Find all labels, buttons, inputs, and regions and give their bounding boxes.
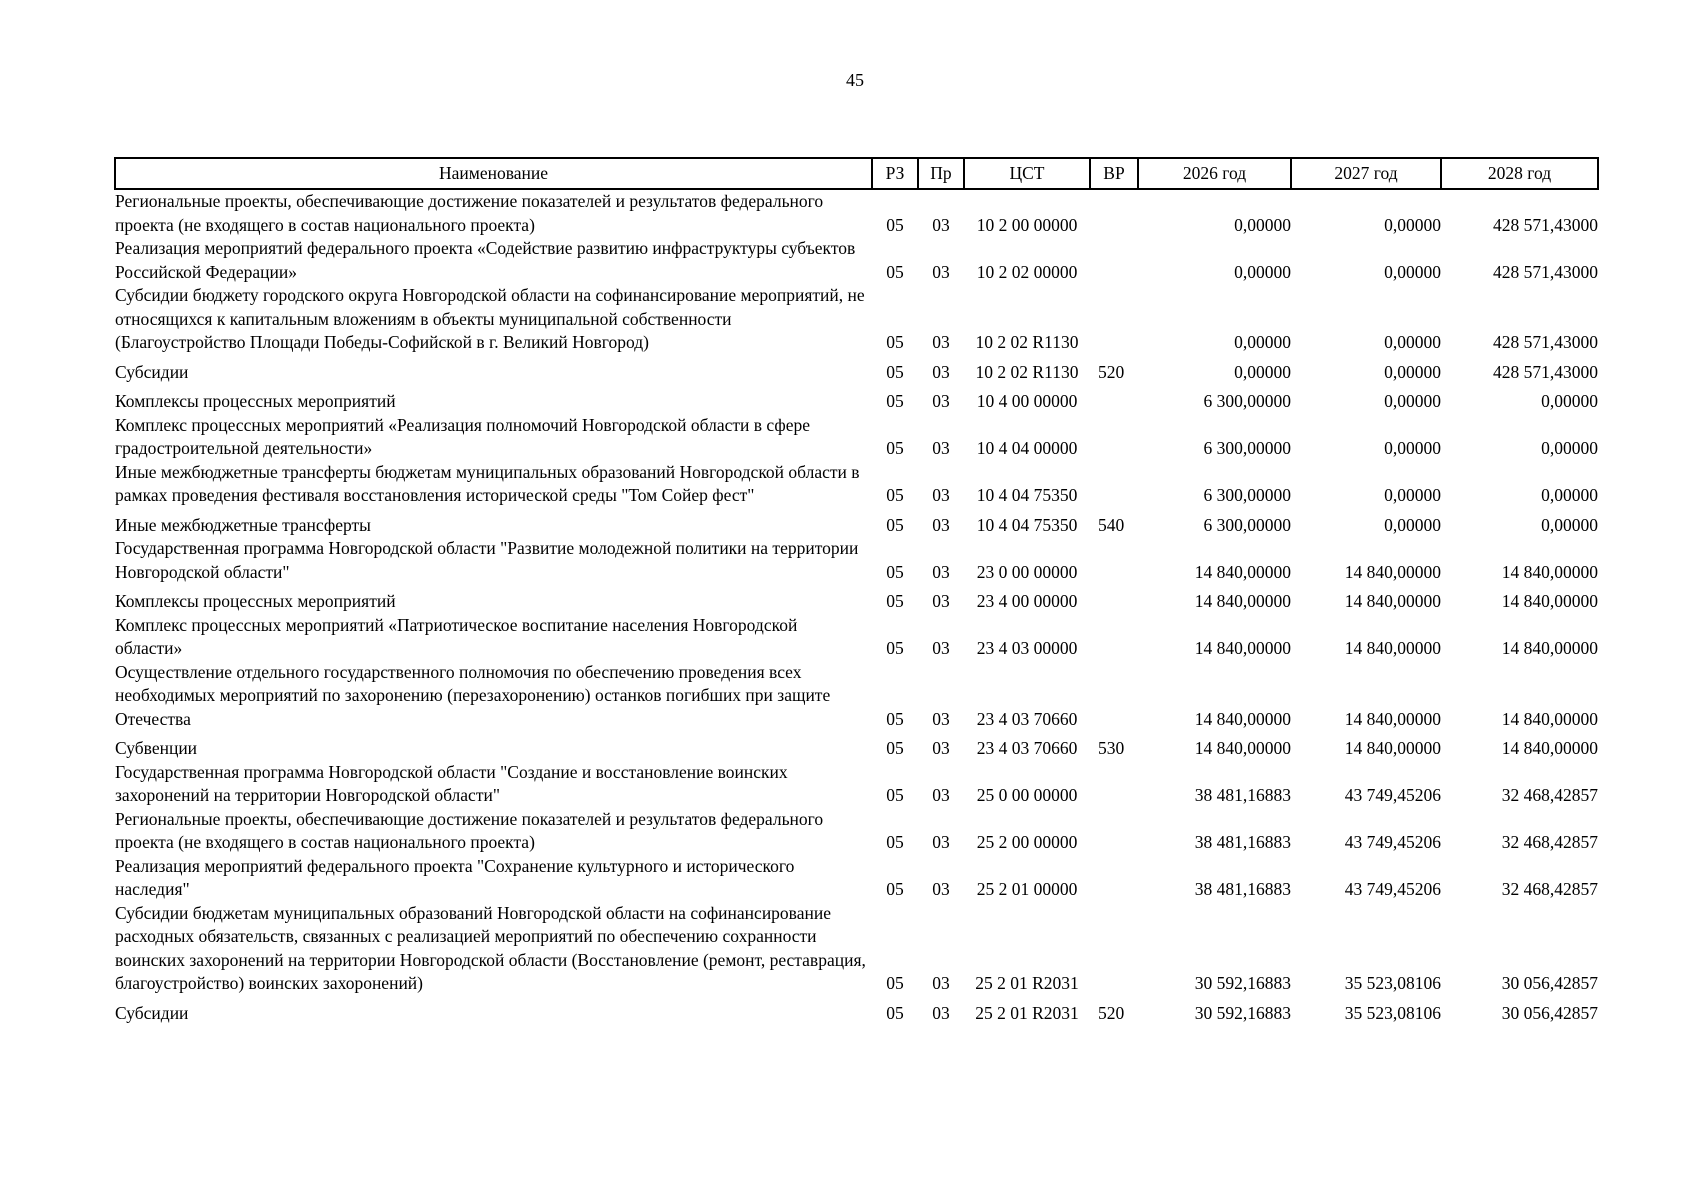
row-pr: 03 bbox=[932, 261, 950, 282]
row-name: Субвенции bbox=[115, 738, 198, 758]
row-pr: 03 bbox=[932, 785, 950, 805]
row-rz: 05 bbox=[886, 832, 904, 852]
row-2028: 428 571,43000 bbox=[1493, 261, 1598, 282]
row-vr bbox=[1090, 808, 1138, 855]
row-vr bbox=[1090, 584, 1138, 614]
row-pr: 03 bbox=[932, 708, 950, 729]
row-cst: 25 2 01 R2031 bbox=[975, 1002, 1079, 1023]
row-vr: 520 bbox=[1098, 361, 1125, 382]
row-name: Осуществление отдельного государственного полномочия по обеспечению проведения всех необходимых мероприятий по захоронению (перезахоронению) останков погибших при защите Отечества bbox=[115, 661, 831, 729]
row-2027: 14 840,00000 bbox=[1344, 708, 1441, 729]
row-rz: 05 bbox=[886, 973, 904, 993]
row-pr: 03 bbox=[932, 485, 950, 505]
row-pr: 03 bbox=[932, 591, 950, 611]
row-name: Государственная программа Новгородской области "Создание и восстановление воинских захоронений на территории Новгородской области" bbox=[115, 761, 788, 805]
row-pr: 03 bbox=[932, 391, 950, 411]
row-cst: 25 2 01 R2031 bbox=[975, 973, 1079, 993]
row-name: Комплексы процессных мероприятий bbox=[115, 591, 396, 611]
row-2027: 0,00000 bbox=[1384, 214, 1441, 235]
row-2027: 35 523,08106 bbox=[1344, 973, 1441, 993]
row-vr bbox=[1090, 614, 1138, 661]
row-vr bbox=[1090, 237, 1138, 284]
table-row bbox=[115, 996, 1598, 1026]
table-row bbox=[115, 508, 1598, 538]
row-vr bbox=[1090, 461, 1138, 508]
row-cst: 25 2 00 00000 bbox=[976, 832, 1078, 852]
row-rz: 05 bbox=[886, 1002, 904, 1023]
row-cst: 23 4 03 00000 bbox=[976, 638, 1078, 658]
row-rz: 05 bbox=[886, 214, 904, 235]
row-vr bbox=[1090, 284, 1138, 355]
table-row bbox=[115, 414, 1598, 461]
row-rz: 05 bbox=[886, 738, 904, 758]
row-2026: 0,00000 bbox=[1234, 332, 1291, 352]
row-cst: 10 4 04 00000 bbox=[976, 438, 1078, 458]
row-rz: 05 bbox=[886, 708, 904, 729]
table-row bbox=[115, 355, 1598, 385]
row-name: Комплексы процессных мероприятий bbox=[115, 391, 396, 411]
row-name: Комплекс процессных мероприятий «Реализация полномочий Новгородской области в сфере градостроительной деятельности» bbox=[115, 414, 811, 458]
row-2026: 0,00000 bbox=[1234, 361, 1291, 382]
row-2028: 14 840,00000 bbox=[1501, 638, 1598, 658]
row-vr: 540 bbox=[1098, 514, 1125, 535]
row-pr: 03 bbox=[932, 1002, 950, 1023]
row-rz: 05 bbox=[886, 438, 904, 458]
row-pr: 03 bbox=[932, 332, 950, 352]
row-vr bbox=[1090, 855, 1138, 902]
row-pr: 03 bbox=[932, 214, 950, 235]
row-name: Государственная программа Новгородской области "Развитие молодежной политики на территории Новгородской области" bbox=[115, 538, 859, 582]
row-cst: 10 4 04 75350 bbox=[976, 485, 1078, 505]
row-pr: 03 bbox=[932, 638, 950, 658]
page-number: 45 bbox=[846, 70, 864, 90]
row-2026: 6 300,00000 bbox=[1203, 438, 1291, 458]
row-2028: 14 840,00000 bbox=[1501, 591, 1598, 611]
table-row bbox=[115, 808, 1598, 855]
row-name: Субсидии бюджету городского округа Новгородской области на софинансирование мероприятий, не относящихся к капитальным вложениям в объекты муниципальной собственности (Благоустройство Площади Победы-Софийской в г. Великий Новгород) bbox=[115, 285, 865, 352]
row-vr bbox=[1090, 384, 1138, 414]
row-name: Региональные проекты, обеспечивающие достижение показателей и результатов федерального проекта (не входящего в состав национального проекта) bbox=[115, 808, 824, 852]
row-2026: 14 840,00000 bbox=[1194, 738, 1291, 758]
row-2028: 428 571,43000 bbox=[1493, 361, 1598, 382]
row-2026: 14 840,00000 bbox=[1194, 561, 1291, 582]
row-cst: 25 2 01 00000 bbox=[976, 879, 1078, 899]
row-vr bbox=[1090, 761, 1138, 808]
row-rz: 05 bbox=[886, 879, 904, 899]
header-name: Наименование bbox=[115, 158, 872, 189]
row-vr bbox=[1090, 189, 1138, 237]
table-header-row bbox=[115, 158, 1598, 189]
row-2026: 30 592,16883 bbox=[1194, 1002, 1291, 1023]
row-cst: 10 4 04 75350 bbox=[976, 514, 1078, 535]
row-2028: 0,00000 bbox=[1541, 438, 1598, 458]
row-2026: 38 481,16883 bbox=[1194, 832, 1291, 852]
table-row bbox=[115, 731, 1598, 761]
row-cst: 25 0 00 00000 bbox=[976, 785, 1078, 805]
table-row bbox=[115, 284, 1598, 355]
row-rz: 05 bbox=[886, 261, 904, 282]
row-pr: 03 bbox=[932, 514, 950, 535]
row-2028: 30 056,42857 bbox=[1501, 1002, 1598, 1023]
row-2027: 14 840,00000 bbox=[1344, 561, 1441, 582]
row-2028: 14 840,00000 bbox=[1501, 738, 1598, 758]
row-rz: 05 bbox=[886, 591, 904, 611]
row-rz: 05 bbox=[886, 514, 904, 535]
table-row bbox=[115, 761, 1598, 808]
row-cst: 23 4 03 70660 bbox=[976, 708, 1078, 729]
row-rz: 05 bbox=[886, 561, 904, 582]
row-2027: 43 749,45206 bbox=[1344, 785, 1441, 805]
row-2028: 0,00000 bbox=[1541, 391, 1598, 411]
row-2026: 14 840,00000 bbox=[1194, 638, 1291, 658]
row-cst: 10 2 00 00000 bbox=[976, 214, 1078, 235]
row-2028: 32 468,42857 bbox=[1501, 785, 1598, 805]
table-row bbox=[115, 189, 1598, 237]
row-2026: 0,00000 bbox=[1234, 214, 1291, 235]
row-2028: 428 571,43000 bbox=[1493, 332, 1598, 352]
row-vr bbox=[1090, 902, 1138, 996]
row-name: Реализация мероприятий федерального проекта «Содействие развитию инфраструктуры субъектов Российской Федерации» bbox=[115, 238, 856, 282]
header-2026: 2026 год bbox=[1138, 158, 1291, 189]
row-2028: 32 468,42857 bbox=[1501, 832, 1598, 852]
row-vr bbox=[1090, 537, 1138, 584]
table-row bbox=[115, 237, 1598, 284]
row-2028: 14 840,00000 bbox=[1501, 561, 1598, 582]
row-pr: 03 bbox=[932, 738, 950, 758]
row-2027: 0,00000 bbox=[1384, 332, 1441, 352]
row-2028: 14 840,00000 bbox=[1501, 708, 1598, 729]
row-2027: 14 840,00000 bbox=[1344, 638, 1441, 658]
row-2028: 428 571,43000 bbox=[1493, 214, 1598, 235]
row-2026: 6 300,00000 bbox=[1203, 514, 1291, 535]
row-2028: 0,00000 bbox=[1541, 514, 1598, 535]
row-2026: 6 300,00000 bbox=[1203, 391, 1291, 411]
row-2027: 35 523,08106 bbox=[1344, 1002, 1441, 1023]
row-2026: 38 481,16883 bbox=[1194, 785, 1291, 805]
row-2027: 43 749,45206 bbox=[1344, 832, 1441, 852]
row-2028: 30 056,42857 bbox=[1501, 973, 1598, 993]
row-rz: 05 bbox=[886, 332, 904, 352]
table-row bbox=[115, 855, 1598, 902]
table-row bbox=[115, 614, 1598, 661]
row-cst: 23 4 03 70660 bbox=[976, 738, 1078, 758]
row-2026: 0,00000 bbox=[1234, 261, 1291, 282]
row-2027: 14 840,00000 bbox=[1344, 591, 1441, 611]
row-name: Региональные проекты, обеспечивающие достижение показателей и результатов федерального проекта (не входящего в состав национального проекта) bbox=[115, 191, 824, 235]
row-cst: 10 4 00 00000 bbox=[976, 391, 1078, 411]
row-name: Субсидии bbox=[115, 361, 189, 382]
table-row bbox=[115, 384, 1598, 414]
row-pr: 03 bbox=[932, 879, 950, 899]
table-row bbox=[115, 584, 1598, 614]
row-2026: 6 300,00000 bbox=[1203, 485, 1291, 505]
row-vr: 520 bbox=[1098, 1002, 1125, 1023]
header-2027: 2027 год bbox=[1291, 158, 1441, 189]
row-2028: 0,00000 bbox=[1541, 485, 1598, 505]
row-cst: 10 2 02 R1130 bbox=[975, 361, 1079, 382]
row-rz: 05 bbox=[886, 785, 904, 805]
row-2026: 14 840,00000 bbox=[1194, 708, 1291, 729]
row-2027: 0,00000 bbox=[1384, 485, 1441, 505]
row-name: Иные межбюджетные трансферты bbox=[115, 514, 371, 535]
table-row bbox=[115, 661, 1598, 732]
table-row bbox=[115, 461, 1598, 508]
row-name: Иные межбюджетные трансферты бюджетам муниципальных образований Новгородской области в рамках проведения фестиваля восстановления исторической среды "Том Сойер фест" bbox=[115, 461, 860, 505]
header-2028: 2028 год bbox=[1441, 158, 1598, 189]
header-pr: Пр bbox=[918, 158, 964, 189]
row-2028: 32 468,42857 bbox=[1501, 879, 1598, 899]
row-rz: 05 bbox=[886, 638, 904, 658]
row-2027: 0,00000 bbox=[1384, 361, 1441, 382]
row-rz: 05 bbox=[886, 485, 904, 505]
row-pr: 03 bbox=[932, 832, 950, 852]
header-vr: ВР bbox=[1090, 158, 1138, 189]
row-pr: 03 bbox=[932, 973, 950, 993]
row-name: Комплекс процессных мероприятий «Патриотическое воспитание населения Новгородской области» bbox=[115, 614, 798, 658]
header-rz: РЗ bbox=[872, 158, 918, 189]
row-2027: 14 840,00000 bbox=[1344, 738, 1441, 758]
row-2026: 30 592,16883 bbox=[1194, 973, 1291, 993]
row-name: Субсидии бюджетам муниципальных образований Новгородской области на софинансирование расходных обязательств, связанных с реализацией мероприятий по обеспечению сохранности воинских захоронений на территории Новгородской области (Восстановление (ремонт, реставрация, благоустройство) воинских захоронений) bbox=[115, 902, 866, 993]
row-2026: 14 840,00000 bbox=[1194, 591, 1291, 611]
budget-table bbox=[114, 157, 1599, 1025]
row-pr: 03 bbox=[932, 361, 950, 382]
row-rz: 05 bbox=[886, 391, 904, 411]
row-cst: 10 2 02 R1130 bbox=[975, 332, 1079, 352]
row-name: Субсидии bbox=[115, 1002, 189, 1023]
row-pr: 03 bbox=[932, 561, 950, 582]
table-row bbox=[115, 537, 1598, 584]
table-row bbox=[115, 902, 1598, 996]
row-vr bbox=[1090, 414, 1138, 461]
row-2027: 0,00000 bbox=[1384, 391, 1441, 411]
row-cst: 23 4 00 00000 bbox=[976, 591, 1078, 611]
row-rz: 05 bbox=[886, 361, 904, 382]
row-vr: 530 bbox=[1098, 738, 1125, 758]
row-2027: 43 749,45206 bbox=[1344, 879, 1441, 899]
row-cst: 23 0 00 00000 bbox=[976, 561, 1078, 582]
row-2027: 0,00000 bbox=[1384, 514, 1441, 535]
row-2027: 0,00000 bbox=[1384, 438, 1441, 458]
row-2027: 0,00000 bbox=[1384, 261, 1441, 282]
row-vr bbox=[1090, 661, 1138, 732]
row-pr: 03 bbox=[932, 438, 950, 458]
row-2026: 38 481,16883 bbox=[1194, 879, 1291, 899]
row-cst: 10 2 02 00000 bbox=[976, 261, 1078, 282]
row-name: Реализация мероприятий федерального проекта "Сохранение культурного и исторического наследия" bbox=[115, 855, 795, 899]
header-cst: ЦСТ bbox=[964, 158, 1090, 189]
